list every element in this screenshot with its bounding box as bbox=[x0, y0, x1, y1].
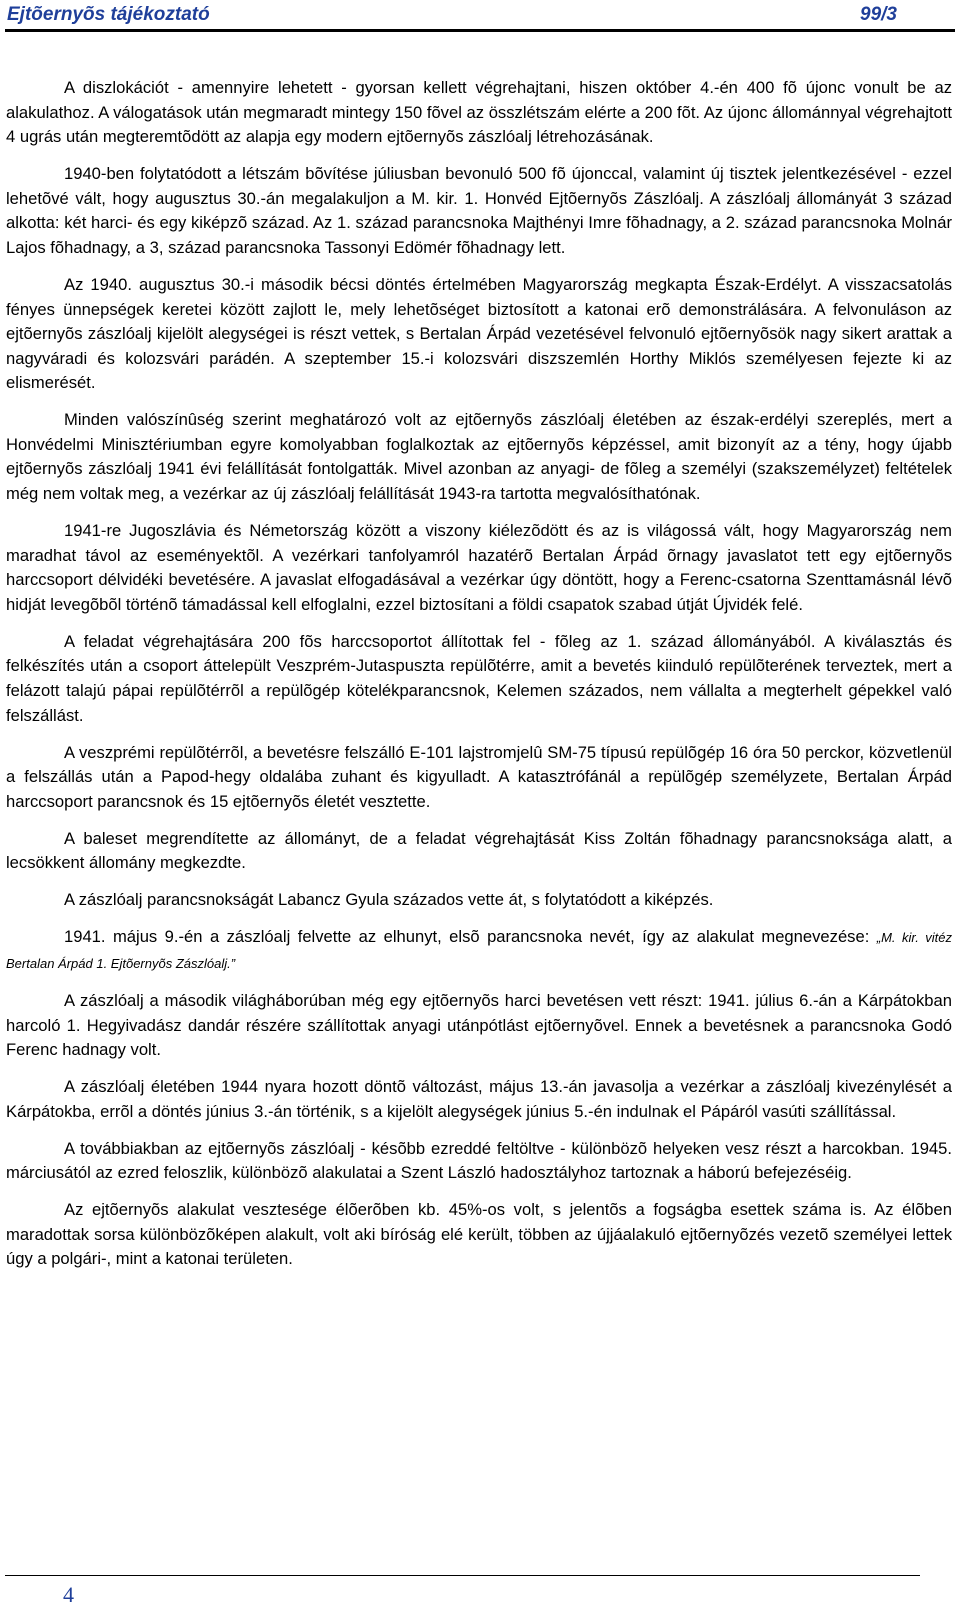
paragraph: A zászlóalj a második világháborúban még egy ejtõernyõs harci bevetésen vett részt: 1941. július 6.-án a Kárpátokban harcoló 1. Hegyivadász dandár részére szállítottak anyagi utánpótlást ejtõernyõvel. Ennek a bevetésnek a parancsnoka Godó Ferenc hadnagy volt. bbox=[6, 990, 952, 1060]
paragraph: A zászlóalj parancsnokságát Labancz Gyula százados vette át, s folytatódott a kiképzés. bbox=[64, 890, 714, 910]
paragraph: A baleset megrendítette az állományt, de a feladat végrehajtását Kiss Zoltán fõhadnagy parancsnoksága alatt, a lecsökkent állomány megkezdte. bbox=[6, 828, 952, 873]
paragraph: A továbbiakban az ejtõernyõs zászlóalj - késõbb ezreddé feltöltve - különbözõ helyeken vesz részt a harcokban. 1945. márciusától az ezred feloszlik, különbözõ alakulatai a Szent László hadosztályhoz tartoznak a háború befejezéséig. bbox=[6, 1138, 952, 1183]
paragraph: A diszlokációt - amennyire lehetett - gyorsan kellett végrehajtani, hiszen október 4.-én 400 fõ újonc vonult be az alakulathoz. A válogatások után megmaradt mintegy 150 fõvel az összlétszám elérte a 200 fõt. Az újonc állománnyal végrehajtott 4 ugrás után megteremtõdött az alapja egy modern ejtõernyõs zászlóalj létrehozásának. bbox=[6, 78, 952, 147]
paragraph: Az ejtõernyõs alakulat vesztesége élõerõben kb. 45%-os volt, s jelentõs a fogságba esettek száma is. Az élõben maradottak sorsa különbözõképen alakult, volt aki bíróság elé került, többen az újjáalakuló ejtõernyõzés vezetõ személyei lettek úgy a polgári-, mint a katonai területen. bbox=[6, 1200, 952, 1269]
issue-number: 99/3 bbox=[860, 4, 897, 25]
paragraph: 1941-re Jugoszlávia és Németország között a viszony kiélezõdött és az is világossá vált, hogy Magyarország nem maradhat távol az eseményektõl. A vezérkari tanfolyamról hazatérõ Bertalan Árpád õrnagy javaslatot tett egy ejtõernyõs harccsoport délvidéki bevetésére. A javaslat elfogadásával a vezérkar úgy döntött, hogy a Ferenc-csatorna Szenttamásnál lévõ hidját levegõbõl történõ támadással kell elfoglalni, ezzel biztosítani a földi csapatok szabad útját Újvidék felé. bbox=[6, 521, 952, 614]
paragraph bbox=[6, 925, 952, 976]
header-rule bbox=[5, 29, 955, 32]
paragraph: A veszprémi repülõtérrõl, a bevetésre felszálló E-101 lajstromjelû SM-75 típusú repülõgép 16 óra 50 perckor, közvetlenül a felszállás után a Papod-hegy oldalába zuhant és kigyulladt. A katasztrófánál a repülõgép személyzete, Bertalan Árpád harccsoport parancsnok és 15 ejtõernyõs életét vesztette. bbox=[6, 742, 952, 811]
paragraph: Minden valószínûség szerint meghatározó volt az ejtõernyõs zászlóalj életében az észak-erdélyi szereplés, mert a Honvédelmi Minisztériumban egyre komolyabban foglalkoztak az ejtõernyõs képzéssel, amit bizonyít az a tény, hogy újabb ejtõernyõs zászlóalj 1941 évi felállítását fontolgatták. Mivel azonban az anyagi- de fõleg a személyi (szakszemélyzet) feltételek még nem voltak meg, a vezérkar az új zászlóalj felállítását 1943-ra tartotta megvalósíthatónak. bbox=[6, 410, 952, 504]
publication-title: Ejtõernyõs tájékoztató bbox=[7, 4, 210, 25]
paragraph: 1940-ben folytatódott a létszám bõvítése júliusban bevonuló 500 fõ újonccal, valamint új tisztek jelentkezésével - ezzel lehetõvé vált, hogy augusztus 30.-án megalakuljon a M. kir. 1. Honvéd Ejtõernyõs Zászlóalj. A zászlóalj állományát 3 század alkotta: két harci- és egy kiképzõ század. Az 1. század parancsnoka Majthényi Imre fõhadnagy, a 2. század parancsnoka Molnár Lajos fõhadnagy, a 3, század parancsnoka Tassonyi Edömér fõhadnagy lett. bbox=[6, 164, 952, 257]
paragraph-text: 1941. május 9.-én a zászlóalj felvette az elhunyt, elsõ parancsnoka nevét, így az alakulat megnevezése: bbox=[64, 927, 877, 947]
paragraph: Az 1940. augusztus 30.-i második bécsi döntés értelmében Magyarország megkapta Észak-Erdélyt. A visszacsatolás fényes ünnepségek keretei között zajlott le, mely lehetõséget biztosított a katonai erõ demonstrálására. A felvonuláson az ejtõernyõs zászlóalj kijelölt alegységei is részt vettek, s Bertalan Árpád vezetésével felvonuló ejtõernyõsök nagy sikert arattak a nagyváradi és kolozsvári parádén. A szeptember 15.-i kolozsvári diszszemlén Horthy Miklós személyesen fejezte ki az elismerését. bbox=[6, 274, 952, 393]
paragraph: A zászlóalj életében 1944 nyara hozott döntõ változást, május 13.-án javasolja a vezérkar a zászlóalj kivezénylését a Kárpátokba, errõl a döntés június 3.-án történik, s a kijelölt alegységek június 5.-én indulnak el Pápáról vasúti szállítással. bbox=[6, 1077, 952, 1121]
page-number: 4 bbox=[63, 1582, 74, 1607]
unit-name-quote: „M. kir. vitéz Bertalan Árpád 1. Ejtõernyõs Zászlóalj.” bbox=[6, 930, 952, 971]
footer-rule bbox=[5, 1575, 920, 1576]
article-body bbox=[6, 76, 952, 1284]
page-header bbox=[5, 0, 955, 32]
paragraph: A feladat végrehajtására 200 fõs harccsoportot állítottak fel - fõleg az 1. század állományából. A kiválasztás és felkészítés után a csoport áttelepült Veszprém-Jutaspuszta repülõtérre, amit a bevetés kiinduló repülõterének terveztek, mert a felázott talajú pápai repülõtérrõl a repülõgép kötelékparancsnok, Kelemen százados, nem vállalta a megterhelt gépekkel való felszállást. bbox=[6, 631, 952, 725]
